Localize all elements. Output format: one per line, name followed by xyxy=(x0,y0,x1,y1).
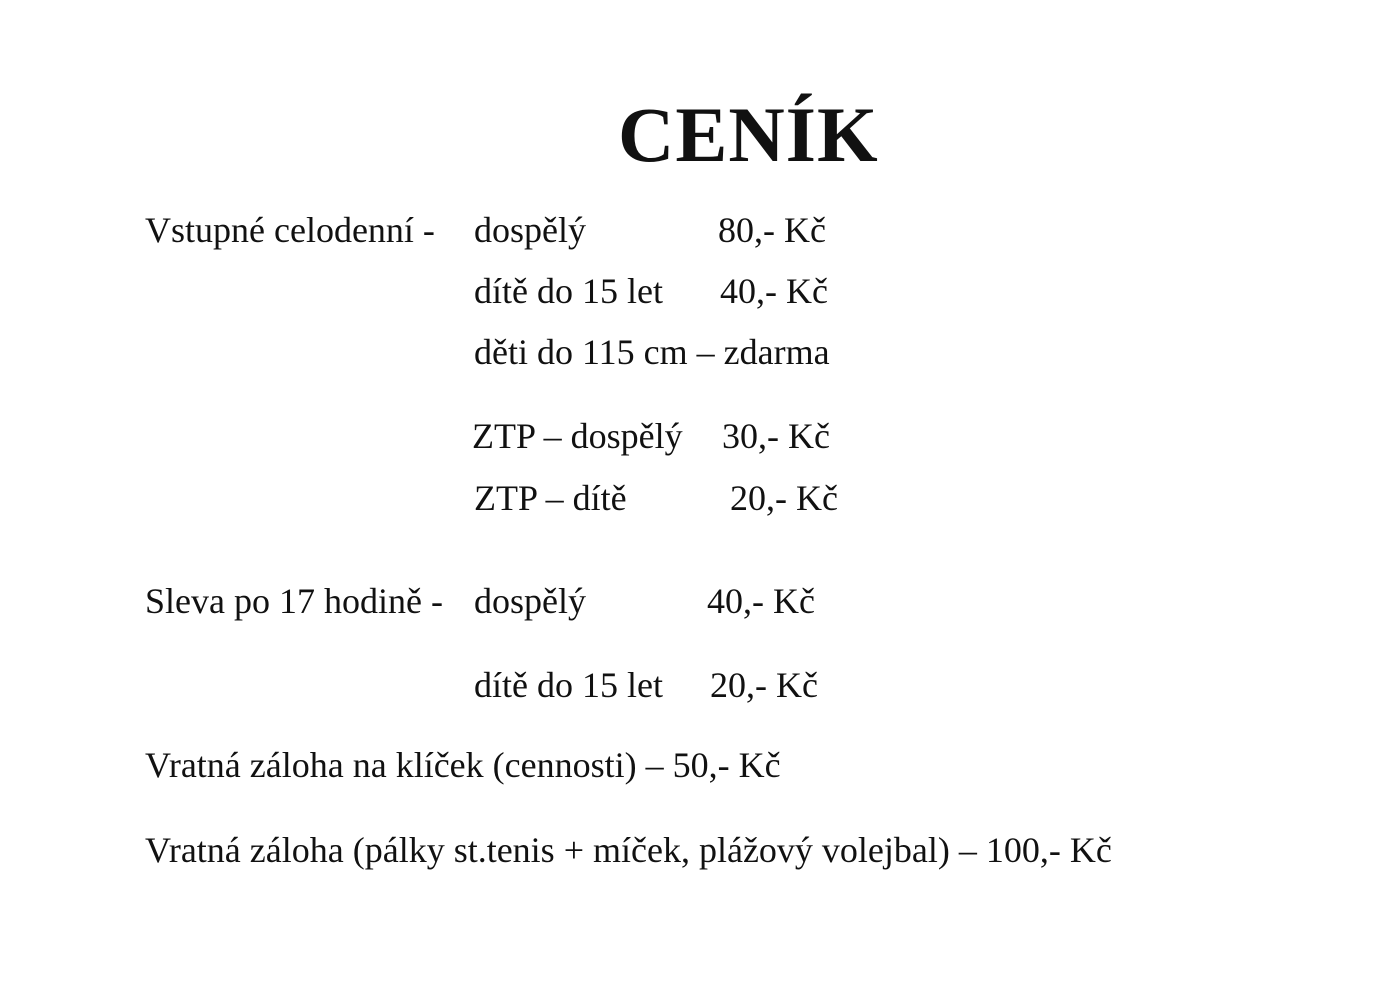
page-title: CENÍK xyxy=(618,91,879,178)
admission-small-children-item: děti do 115 cm – zdarma xyxy=(474,332,830,372)
admission-child-item: dítě do 15 let xyxy=(474,271,663,311)
admission-label: Vstupné celodenní - xyxy=(145,210,435,250)
admission-ztp-child-price: 20,- Kč xyxy=(730,478,838,518)
equipment-deposit-line: Vratná záloha (pálky st.tenis + míček, plážový volejbal) – 100,- Kč xyxy=(145,830,1112,870)
discount-child-price: 20,- Kč xyxy=(710,665,818,705)
admission-ztp-child-item: ZTP – dítě xyxy=(474,478,627,518)
admission-ztp-adult-price: 30,- Kč xyxy=(722,416,830,456)
admission-adult-price: 80,- Kč xyxy=(718,210,826,250)
admission-ztp-adult-item: ZTP – dospělý xyxy=(472,416,683,456)
admission-adult-item: dospělý xyxy=(474,210,586,250)
discount-adult-item: dospělý xyxy=(474,581,586,621)
discount-adult-price: 40,- Kč xyxy=(707,581,815,621)
discount-child-item: dítě do 15 let xyxy=(474,665,663,705)
admission-child-price: 40,- Kč xyxy=(720,271,828,311)
discount-label: Sleva po 17 hodině - xyxy=(145,581,443,621)
key-deposit-line: Vratná záloha na klíček (cennosti) – 50,- Kč xyxy=(145,745,781,785)
